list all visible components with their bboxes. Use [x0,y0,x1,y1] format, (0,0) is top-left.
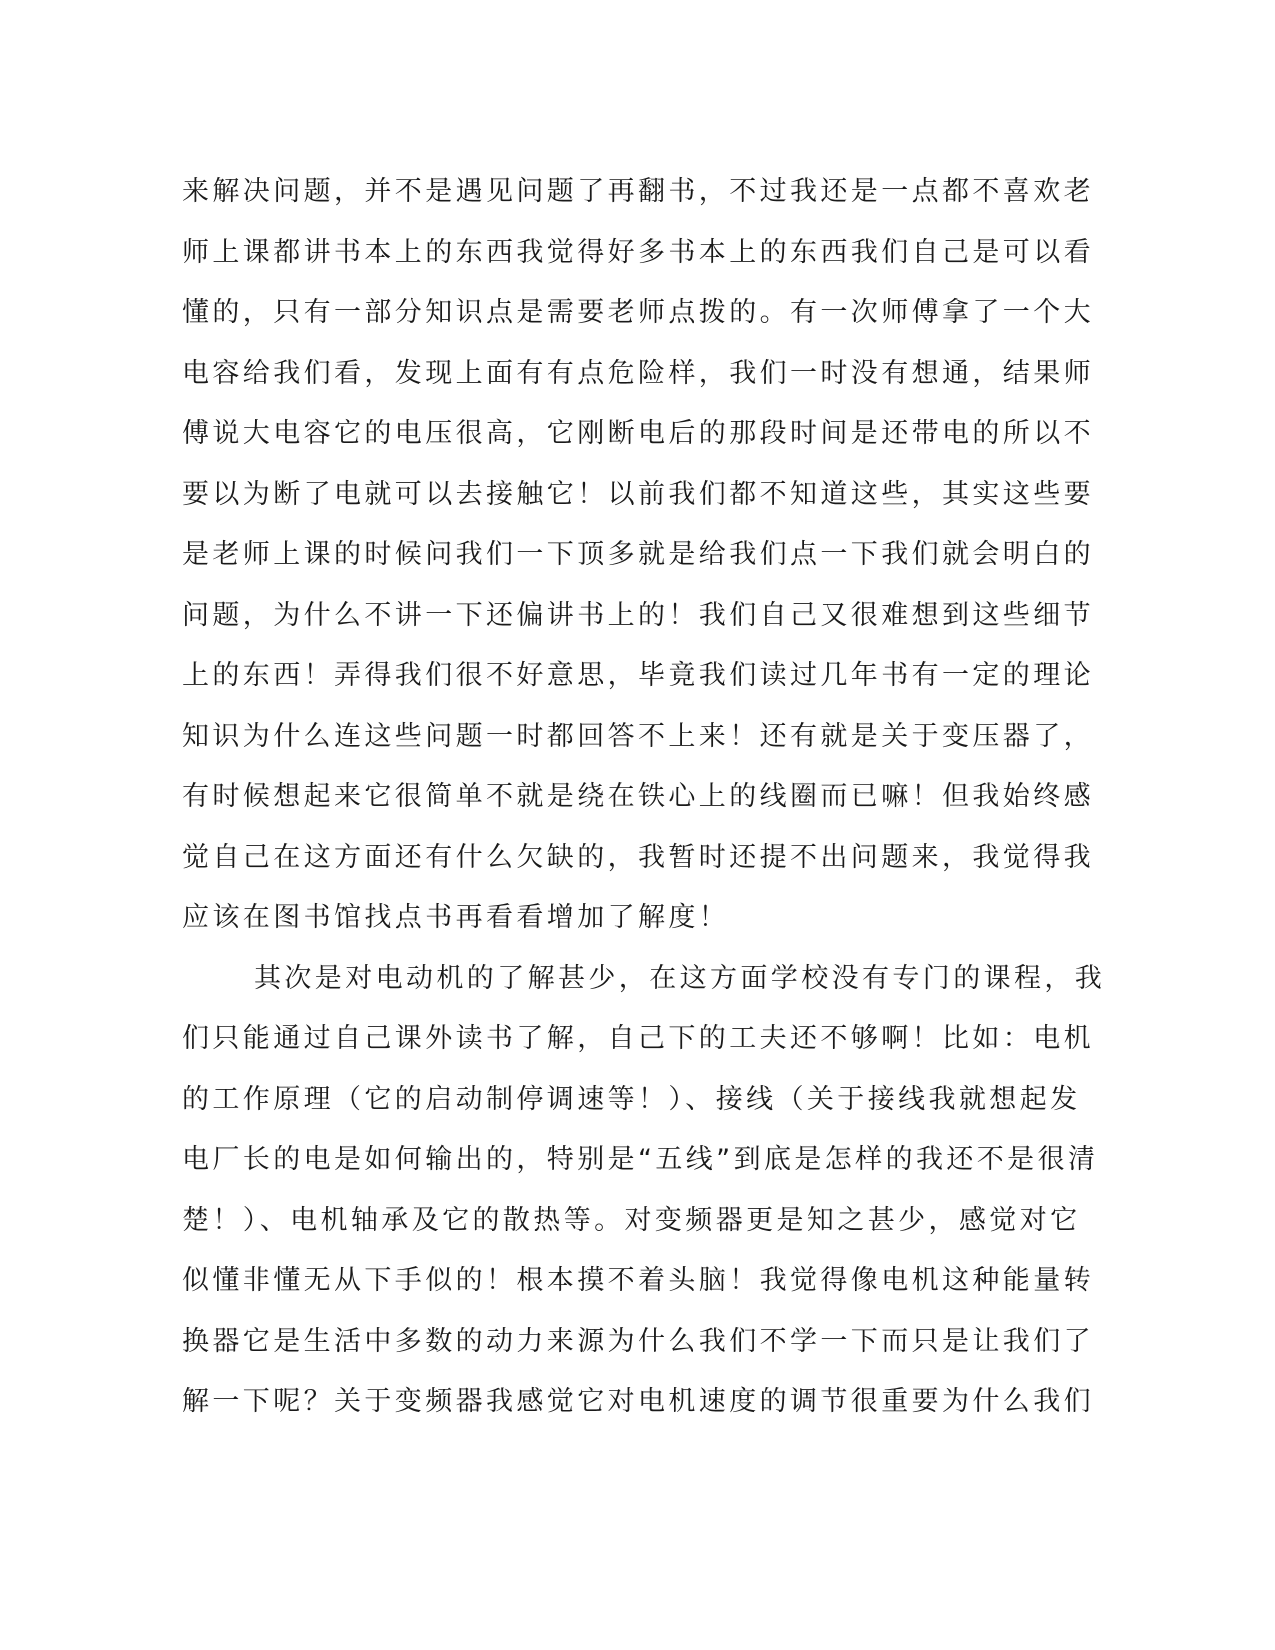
text-line: 们只能通过自己课外读书了解，自己下的工夫还不够啊！比如：电机 [182,1023,1094,1054]
text-line: 的工作原理（它的启动制停调速等！）、接线（关于接线我就想起发 [182,1083,1081,1115]
paragraph-first-line: 其次是对电动机的了解甚少，在这方面学校没有专门的课程，我 [254,962,1106,994]
text-line: 电容给我们看，发现上面有有点危险样，我们一时没有想通，结果师 [182,357,1094,389]
text-line: 问题，为什么不讲一下还偏讲书上的！我们自己又很难想到这些细节 [182,599,1094,631]
text-line: 要以为断了电就可以去接触它！以前我们都不知道这些，其实这些要 [182,478,1094,510]
text-line: 电厂长的电是如何输出的，特别是“五线”到底是怎样的我还不是很清 [182,1144,1099,1175]
text-line: 楚！）、电机轴承及它的散热等。对变频器更是知之甚少，感觉对它 [182,1204,1081,1236]
text-line: 似懂非懂无从下手似的！根本摸不着头脑！我觉得像电机这种能量转 [182,1265,1094,1296]
text-line: 有时候想起来它很简单不就是绕在铁心上的线圈而已嘛！但我始终感 [182,781,1094,812]
text-line: 解一下呢？关于变频器我感觉它对电机速度的调节很重要为什么我们 [182,1386,1094,1417]
text-line: 换器它是生活中多数的动力来源为什么我们不学一下而只是让我们了 [182,1325,1094,1357]
text-line: 是老师上课的时候问我们一下顶多就是给我们点一下我们就会明白的 [182,539,1094,570]
text-line: 来解决问题，并不是遇见问题了再翻书，不过我还是一点都不喜欢老 [182,176,1094,207]
text-line: 上的东西！弄得我们很不好意思，毕竟我们读过几年书有一定的理论 [182,660,1094,691]
text-line: 觉自己在这方面还有什么欠缺的，我暂时还提不出问题来，我觉得我 [182,841,1094,873]
text-line: 傅说大电容它的电压很高，它刚断电后的那段时间是还带电的所以不 [182,418,1094,449]
text-line: 知识为什么连这些问题一时都回答不上来！还有就是关于变压器了， [182,720,1094,752]
text-line: 懂的，只有一部分知识点是需要老师点拨的。有一次师傅拿了一个大 [182,297,1094,328]
text-line: 应该在图书馆找点书再看看增加了解度！ [182,902,730,933]
body-text [182,162,1106,1433]
text-line: 师上课都讲书本上的东西我觉得好多书本上的东西我们自己是可以看 [182,236,1094,268]
